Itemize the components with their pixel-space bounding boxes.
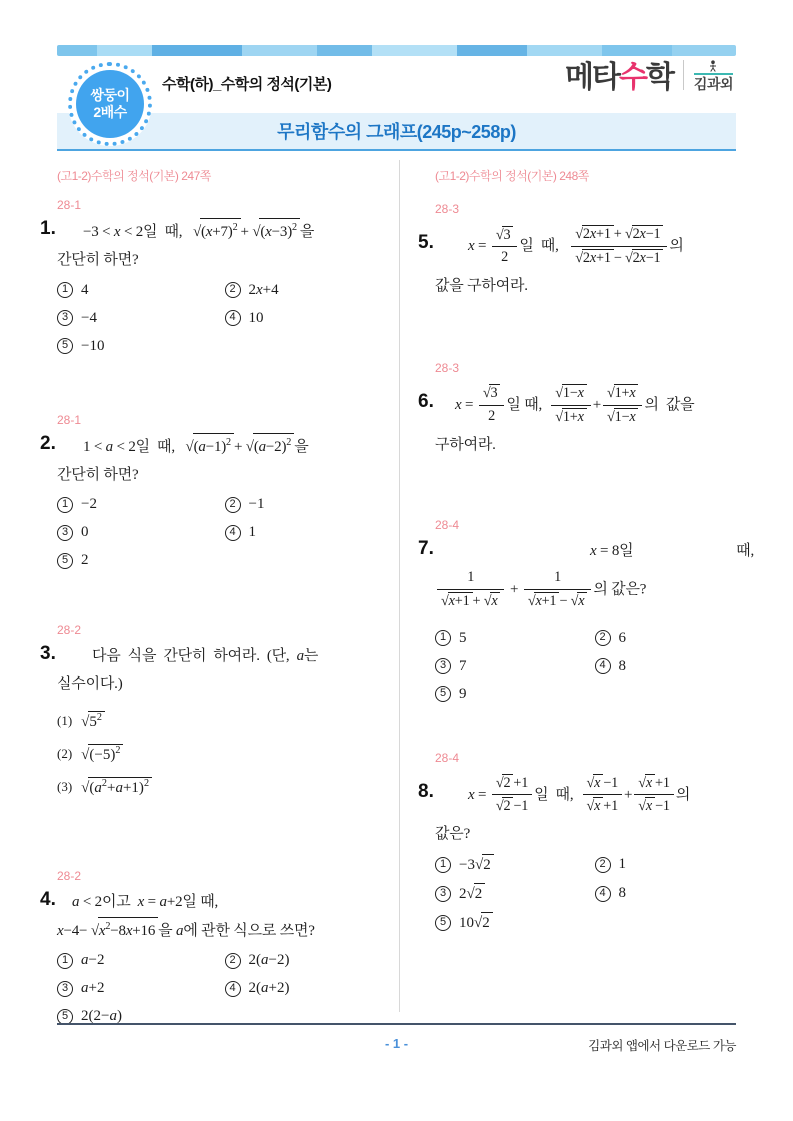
problem-1 bbox=[40, 198, 392, 357]
problem-number: 8. bbox=[418, 780, 434, 802]
badge-line2: 2배수 bbox=[93, 104, 127, 120]
statement-right: 때, bbox=[736, 542, 754, 559]
choice-number: 1 bbox=[435, 857, 451, 873]
choice-value: 9 bbox=[459, 685, 467, 702]
problem-statement bbox=[435, 538, 754, 564]
problem-statement: 다음 식을 간단히 하여라. (단, a는 bbox=[92, 648, 319, 664]
problem-tag: 28-1 bbox=[57, 198, 82, 212]
choice-number: 5 bbox=[435, 915, 451, 931]
choice-number: 2 bbox=[225, 497, 241, 513]
choice-number: 1 bbox=[57, 282, 73, 298]
logo-metamath bbox=[565, 63, 673, 93]
problem-number: 7. bbox=[418, 537, 434, 559]
choice bbox=[57, 336, 225, 357]
choice-number: 5 bbox=[57, 338, 73, 354]
choice-value: −4 bbox=[81, 309, 97, 326]
problem-tag: 28-4 bbox=[435, 517, 460, 532]
choice-value: −3√2 bbox=[459, 854, 494, 876]
choice-value: 4 bbox=[81, 281, 89, 298]
problem-number: 1. bbox=[40, 218, 56, 239]
choice-number: 5 bbox=[57, 1009, 73, 1025]
brand-logo bbox=[565, 60, 733, 93]
choice bbox=[435, 656, 595, 677]
choice-value: 0 bbox=[81, 524, 89, 540]
decorative-top-strip bbox=[57, 45, 736, 56]
page-number: - 1 - bbox=[384, 1036, 409, 1051]
problem-statement: −3 < x < 2일 때, $√(x+7)^2 + √(x-3)^2$ 을 bbox=[57, 218, 392, 245]
choice-number: 4 bbox=[595, 886, 611, 902]
choice-value: 8 bbox=[618, 657, 626, 674]
logo-kimgwawoe bbox=[694, 60, 733, 91]
footer-rule bbox=[57, 1023, 736, 1025]
choice-number: 3 bbox=[57, 981, 73, 997]
choice bbox=[595, 883, 755, 905]
logo-part-pink: 수 bbox=[618, 61, 646, 94]
choice bbox=[595, 628, 755, 649]
choice bbox=[225, 978, 393, 999]
choice-number: 5 bbox=[435, 686, 451, 702]
logo-part-dark2: 학 bbox=[645, 61, 673, 94]
choice-value: 2√2 bbox=[459, 883, 485, 905]
logo-divider bbox=[683, 60, 684, 90]
choice-number: 1 bbox=[57, 497, 73, 513]
problem-statement-2: 값은? bbox=[435, 826, 471, 843]
choice-value: a−2 bbox=[81, 952, 105, 968]
problem-tag: 28-2 bbox=[57, 868, 82, 883]
source-ref-left: (고1-2)수학의 정석(기본) 247쪽 bbox=[57, 169, 211, 183]
problem-tag: 28-2 bbox=[57, 623, 82, 637]
choice-value: 5 bbox=[459, 629, 467, 646]
choice bbox=[595, 656, 755, 677]
choice-value: −1 bbox=[248, 496, 265, 512]
choice-value: 2(a−2) bbox=[248, 952, 290, 968]
choice-number: 2 bbox=[225, 953, 241, 969]
problem-tag: 28-1 bbox=[57, 412, 82, 427]
problem-2 bbox=[40, 413, 392, 572]
choice bbox=[57, 978, 225, 999]
twin-badge bbox=[68, 62, 152, 146]
choice-number: 2 bbox=[595, 630, 611, 646]
choice bbox=[57, 308, 225, 329]
choice bbox=[57, 280, 225, 301]
problem-statement-2: 실수이다.) bbox=[57, 676, 123, 693]
choice-value: 2 bbox=[81, 552, 89, 568]
problem-tag: 28-4 bbox=[435, 750, 460, 765]
choice bbox=[435, 883, 595, 905]
subitem-number: (1) bbox=[57, 712, 73, 728]
choice-list bbox=[435, 854, 754, 934]
choice bbox=[57, 950, 225, 971]
problem-6 bbox=[418, 361, 754, 458]
logo-sub-text: 김과외 bbox=[694, 73, 733, 91]
choice bbox=[57, 522, 225, 543]
problem-statement: a < 2이고 x = a+2일 때, bbox=[72, 893, 219, 910]
choice bbox=[57, 494, 225, 515]
problem-number: 3. bbox=[40, 643, 56, 664]
logo-part-dark: 메타 bbox=[564, 61, 619, 94]
choice-value: −2 bbox=[81, 496, 97, 512]
problem-statement: x = $\frac{√3}{2}$ 일 때, $\frac{√2x+1 + √2x-1}{√2x+1 - √2x-1}$ 의 bbox=[435, 224, 754, 269]
choice bbox=[225, 950, 393, 971]
choice-value: 2(a+2) bbox=[248, 980, 290, 996]
problem-7 bbox=[418, 518, 754, 705]
choice-list bbox=[57, 950, 392, 1027]
choice bbox=[57, 550, 225, 571]
section-title: 무리함수의 그래프(245p~258p) bbox=[277, 122, 516, 142]
choice bbox=[435, 684, 595, 705]
choice-value: 6 bbox=[618, 629, 626, 646]
problem-statement-2: $\frac{1}{√x+1 + √x}$ + $\frac{1}{√x+1 - √x}$ 의 값은? bbox=[435, 568, 754, 612]
choice-value: 8 bbox=[618, 885, 626, 901]
choice-value: 1 bbox=[618, 856, 626, 872]
subitem bbox=[57, 711, 392, 731]
header-rule bbox=[57, 149, 736, 151]
twin-badge-label bbox=[76, 70, 144, 138]
choice-value: 1 bbox=[248, 524, 256, 540]
choice-number: 3 bbox=[435, 658, 451, 674]
choice bbox=[435, 854, 595, 876]
subitem-list bbox=[57, 711, 392, 797]
choice-number: 3 bbox=[57, 310, 73, 326]
footer-note: 김과외 앱에서 다운로드 가능 bbox=[588, 1039, 736, 1053]
problem-statement: x = $\frac{√2 +1}{√2 -1}$ 일 때, $\frac{√x -1}{√x +1}$ + $\frac{√x +1}{√x -1}$ 의 bbox=[435, 773, 754, 818]
problem-number: 6. bbox=[418, 390, 434, 412]
book-title: 수학(하)_수학의 정석(기본) bbox=[162, 76, 332, 93]
choice-list bbox=[57, 494, 392, 571]
problem-4 bbox=[40, 869, 392, 1028]
problem-tag: 28-3 bbox=[435, 360, 460, 375]
choice-number: 4 bbox=[225, 525, 241, 541]
choice-value: 7 bbox=[459, 657, 467, 674]
subitem-number: (2) bbox=[57, 745, 73, 761]
choice-number: 5 bbox=[57, 553, 73, 569]
choice-list bbox=[57, 280, 392, 357]
person-icon bbox=[708, 60, 718, 72]
choice-list bbox=[435, 628, 754, 705]
choice-value: a+2 bbox=[81, 980, 105, 996]
choice bbox=[595, 854, 755, 876]
choice-value: 2(2−a) bbox=[81, 1008, 122, 1024]
source-ref-right: (고1-2)수학의 정석(기본) 248쪽 bbox=[435, 169, 589, 183]
problem-statement-2: 간단히 하면? bbox=[57, 466, 139, 483]
statement-left: x = 8일 bbox=[590, 542, 634, 559]
choice-number: 2 bbox=[225, 282, 241, 298]
problem-statement-2: $x-4- √x^2-8x+16$ 을 a에 관한 식으로 쓰면? bbox=[57, 917, 392, 944]
section-banner bbox=[57, 113, 736, 149]
choice-number: 3 bbox=[435, 886, 451, 902]
choice bbox=[225, 308, 393, 329]
choice bbox=[435, 912, 595, 934]
choice-number: 3 bbox=[57, 525, 73, 541]
problem-5 bbox=[418, 202, 754, 299]
column-left bbox=[40, 165, 392, 1027]
problem-statement-2: 간단히 하면? bbox=[57, 252, 139, 269]
problem-statement: x = $\frac{√3}{2}$ 일 때, $\frac{√1-x}{√1+x}$ + $\frac{√1+x}{√1-x}$ 의 값을 bbox=[435, 383, 754, 428]
problem-3 bbox=[40, 623, 392, 797]
problem-statement: 1 < a < 2일 때, $√(a-1)^2 + √(a-2)^2$ 을 bbox=[57, 433, 392, 460]
choice-number: 4 bbox=[225, 310, 241, 326]
problem-number: 2. bbox=[40, 432, 56, 454]
problem-statement-2: 값을 구하여라. bbox=[435, 277, 528, 294]
badge-line1: 쌍둥이 bbox=[90, 86, 130, 103]
choice-value: 2x+4 bbox=[248, 281, 279, 298]
choice-number: 4 bbox=[595, 658, 611, 674]
problem-8 bbox=[418, 751, 754, 934]
subitem-value: $√(a^2+a+1)^2$ bbox=[81, 777, 152, 797]
subitem-number: (3) bbox=[57, 778, 73, 794]
choice-number: 4 bbox=[225, 981, 241, 997]
subitem-value: $√5^2$ bbox=[81, 711, 105, 731]
subitem-value: $√(-5)^2$ bbox=[81, 744, 123, 764]
choice bbox=[435, 628, 595, 649]
column-right bbox=[418, 165, 754, 934]
problem-number: 5. bbox=[418, 232, 434, 253]
choice-number: 1 bbox=[57, 953, 73, 969]
problem-statement-2: 구하여라. bbox=[435, 436, 496, 453]
subitem bbox=[57, 744, 392, 764]
problem-tag: 28-3 bbox=[435, 202, 460, 216]
choice-number: 1 bbox=[435, 630, 451, 646]
choice bbox=[225, 280, 393, 301]
problem-number: 4. bbox=[40, 888, 56, 910]
choice-number: 2 bbox=[595, 857, 611, 873]
choice-value: −10 bbox=[81, 337, 105, 354]
choice bbox=[225, 522, 393, 543]
choice bbox=[225, 494, 393, 515]
choice-value: 10 bbox=[248, 309, 264, 326]
choice-value: 10√2 bbox=[459, 912, 493, 934]
subitem bbox=[57, 777, 392, 797]
column-divider bbox=[399, 160, 400, 1012]
